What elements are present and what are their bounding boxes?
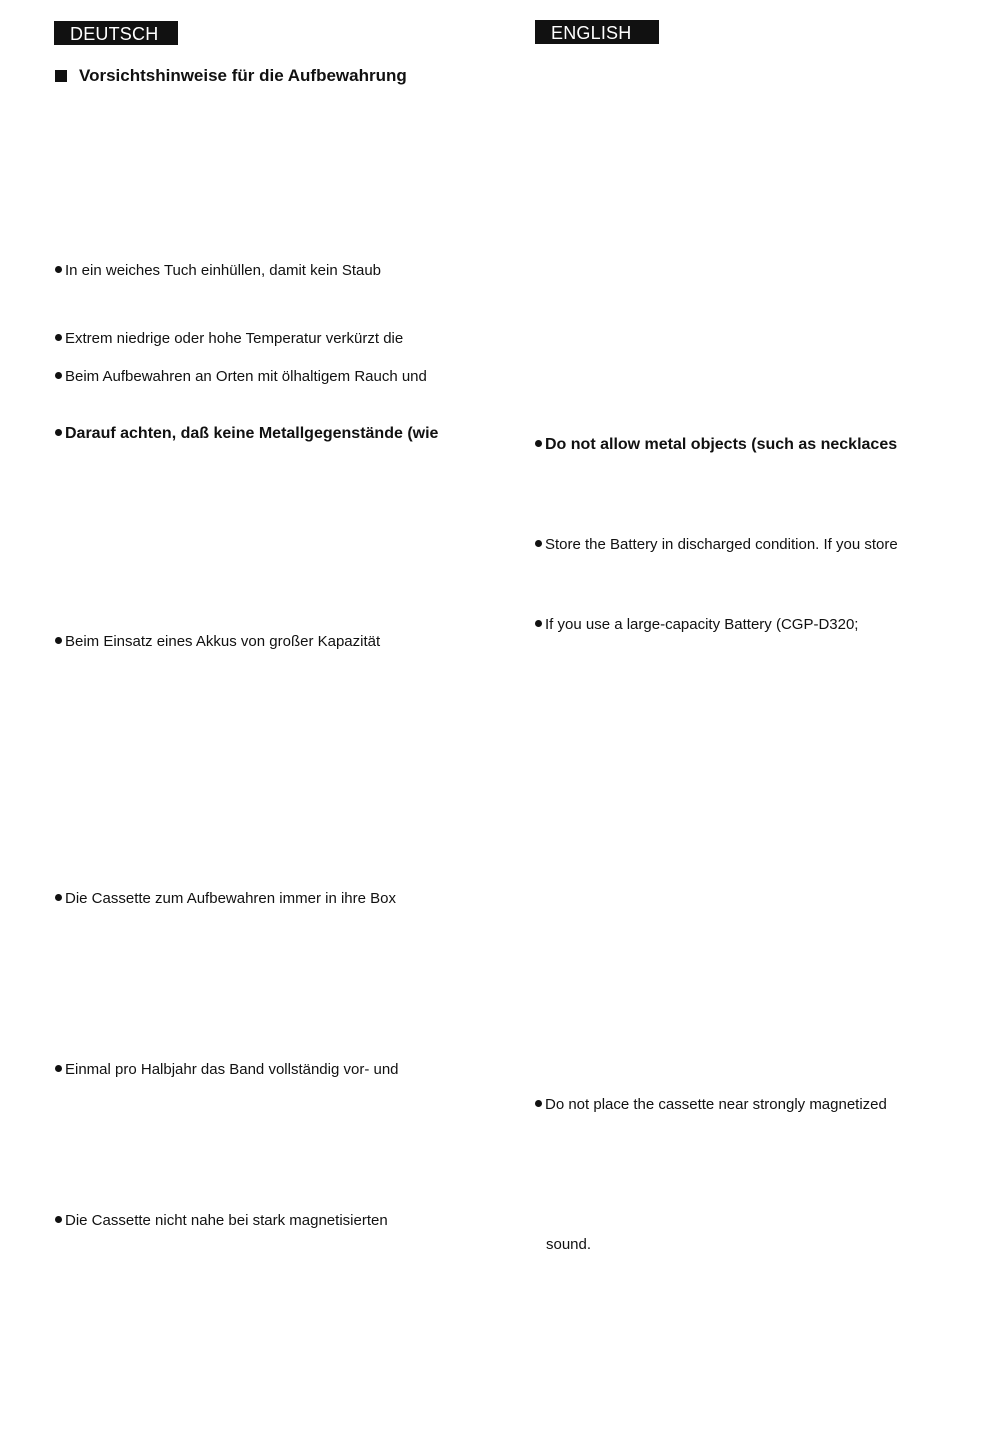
heading-text: Vorsichtshinweise für die Aufbewahrung	[79, 66, 407, 85]
deutsch-line-metal-objects: Darauf achten, daß keine Metallgegenstände (wie	[55, 425, 438, 443]
bullet-icon	[55, 894, 62, 901]
english-language-tab: ENGLISH	[535, 20, 659, 44]
bullet-icon	[535, 440, 542, 447]
deutsch-language-tab: DEUTSCH	[54, 21, 178, 45]
bullet-icon	[535, 540, 542, 547]
bullet-icon	[535, 1100, 542, 1107]
deutsch-line-cassette-box: Die Cassette zum Aufbewahren immer in ihre Box	[55, 890, 396, 908]
english-line-large-battery: If you use a large-capacity Battery (CGP-D320;	[535, 616, 858, 634]
storage-precautions-heading	[55, 66, 407, 86]
deutsch-line-rewind-tape: Einmal pro Halbjahr das Band vollständig vor- und	[55, 1061, 399, 1079]
english-line-magnetized: Do not place the cassette near strongly magnetized	[535, 1096, 887, 1114]
bullet-icon	[55, 266, 62, 273]
deutsch-line-oily-smoke: Beim Aufbewahren an Orten mit ölhaltigem Rauch und	[55, 368, 427, 386]
bullet-icon	[55, 1216, 62, 1223]
bullet-icon	[55, 372, 62, 379]
english-line-metal-objects: Do not allow metal objects (such as necklaces	[535, 436, 897, 454]
bullet-icon	[55, 334, 62, 341]
bullet-icon	[55, 637, 62, 644]
bullet-icon	[55, 1065, 62, 1072]
square-bullet-icon	[55, 70, 67, 82]
deutsch-line-temperature: Extrem niedrige oder hohe Temperatur verkürzt die	[55, 330, 403, 348]
deutsch-line-cloth: In ein weiches Tuch einhüllen, damit kein Staub	[55, 262, 381, 280]
english-line-discharged: Store the Battery in discharged condition. If you store	[535, 536, 898, 554]
deutsch-line-magnetized: Die Cassette nicht nahe bei stark magnetisierten	[55, 1212, 388, 1230]
deutsch-line-large-battery: Beim Einsatz eines Akkus von großer Kapazität	[55, 633, 380, 651]
bullet-icon	[55, 429, 62, 436]
bullet-icon	[535, 620, 542, 627]
english-line-sound: sound.	[546, 1236, 592, 1253]
